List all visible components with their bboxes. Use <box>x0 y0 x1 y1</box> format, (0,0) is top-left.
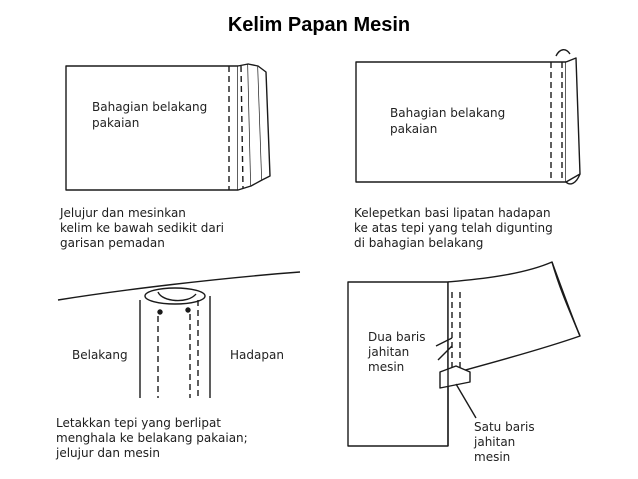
panel1-label-line2: pakaian <box>92 116 140 130</box>
panel4-label-b-line1: Satu baris <box>474 420 535 434</box>
panel4-label-a-line3: mesin <box>368 360 405 374</box>
panel1-caption-line2: kelim ke bawah sedikit dari <box>60 221 224 235</box>
panel4-label-b-line2: jahitan <box>474 435 516 449</box>
page-title: Kelim Papan Mesin <box>227 14 411 36</box>
panel4-label-a-line1: Dua baris <box>368 330 426 344</box>
panel2-caption-line1: Kelepetkan basi lipatan hadapan <box>354 206 551 220</box>
panel4-label-a-line2: jahitan <box>368 345 410 359</box>
panel1-caption-line1: Jelujur dan mesinkan <box>60 206 186 220</box>
panel2-label-line2: pakaian <box>390 122 438 136</box>
panel2-label-line1: Bahagian belakang <box>390 106 506 120</box>
panel3-caption-line2: menghala ke belakang pakaian; <box>56 431 248 445</box>
panel3-caption-line1: Letakkan tepi yang berlipat <box>56 416 221 430</box>
panel3-left-label: Belakang <box>72 348 128 362</box>
panel3-caption-line3: jelujur dan mesin <box>56 446 160 460</box>
panel1-caption-line3: garisan pemadan <box>60 236 165 250</box>
panel3-right-label: Hadapan <box>230 348 284 362</box>
panel1-label-line1: Bahagian belakang <box>92 100 208 114</box>
panel2-caption-line2: ke atas tepi yang telah digunting <box>354 221 553 235</box>
panel2-caption-line3: di bahagian belakang <box>354 236 484 250</box>
panel3-seam-drawing <box>58 272 300 398</box>
panel4-label-b-line3: mesin <box>474 450 511 464</box>
